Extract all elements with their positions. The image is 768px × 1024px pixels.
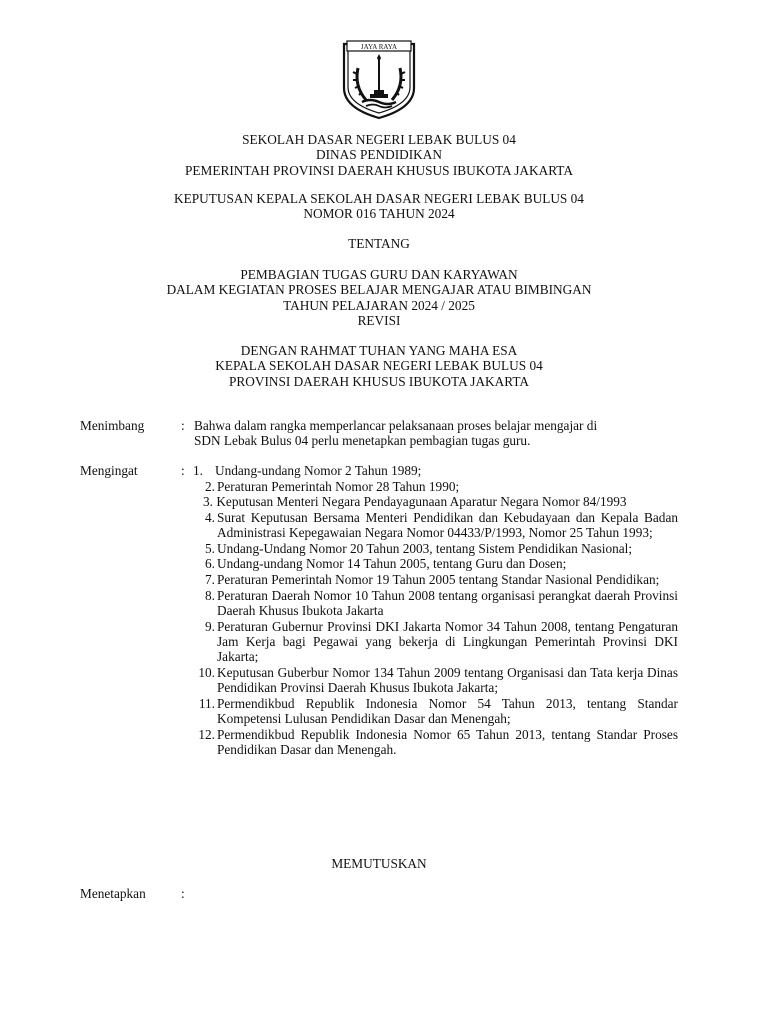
decree-number: NOMOR 016 TAHUN 2024 [303,206,455,222]
subject-line-1: PEMBAGIAN TUGAS GURU DAN KARYAWAN [240,267,518,282]
list-item-number: 10. [198,664,215,680]
decree-title-block [0,191,758,222]
list-item-number: 2. [205,478,215,494]
list-item-text: Peraturan Pemerintah Nomor 19 Tahun 2005 tentang Standar Nasional Pendidikan; [217,571,660,587]
list-item-number: 5. [205,540,215,556]
mengingat-colon: : [181,463,185,478]
list-item-text: Surat Keputusan Bersama Menteri Pendidikan dan Kebudayaan dan Kepala Badan Administrasi Kepegawaian Negara Nomor 04433/P/1993, Nomor 25 Tahun 1993; [217,509,678,541]
list-item-number: 9. [205,618,215,634]
list-item-number: 11. [198,695,215,711]
list-item [193,727,678,758]
list-item-text: Peraturan Gubernur Provinsi DKI Jakarta Nomor 34 Tahun 2008, tentang Pengaturan Jam Kerja bagi Pegawai yang bekerja di Lingkungan Pemerintah Provinsi DKI Jakarta; [217,618,678,665]
decree-subject-block [0,267,758,329]
menetapkan-colon: : [181,886,185,901]
list-item-text: Keputusan Guberbur Nomor 134 Tahun 2009 tentang Organisasi dan Tata kerja Dinas Pendidikan Provinsi Daerah Khusus Ibukota Jakarta; [217,664,678,696]
list-item-text: Undang-Undang Nomor 20 Tahun 2003, tentang Sistem Pendidikan Nasional; [217,540,633,556]
menimbang-text [194,418,678,449]
subject-line-3: TAHUN PELAJARAN 2024 / 2025 [283,297,475,313]
invocation-line-2: KEPALA SEKOLAH DASAR NEGERI LEBAK BULUS 04 [215,358,543,374]
list-item-number: 4. [205,509,215,525]
tentang-heading [0,236,758,251]
school-name: SEKOLAH DASAR NEGERI LEBAK BULUS 04 [242,132,516,147]
list-item [193,510,678,541]
menetapkan-label: Menetapkan [80,886,146,901]
menimbang-label: Menimbang [80,418,145,433]
list-item-text: Permendikbud Republik Indonesia Nomor 65 Tahun 2013, tentang Standar Proses Pendidikan Dasar dan Menengah. [217,726,678,758]
government-name: PEMERINTAH PROVINSI DAERAH KHUSUS IBUKOTA JAKARTA [185,162,573,178]
list-item [193,665,678,696]
list-item-number: 1. [193,463,203,478]
letterhead [0,132,758,178]
mengingat-label: Mengingat [80,463,138,478]
invocation-line-3: PROVINSI DAERAH KHUSUS IBUKOTA JAKARTA [229,373,529,389]
list-item-number: 8. [205,587,215,603]
tentang-text: TENTANG [348,236,410,251]
jaya-raya-seal-logo [338,38,420,120]
list-item [193,572,678,587]
invocation-block [0,343,758,389]
list-item-text: Keputusan Menteri Negara Pendayagunaan Aparatur Negara Nomor 84/1993 [216,494,627,510]
list-item [193,696,678,727]
list-item [193,494,678,509]
list-item-text: Undang-undang Nomor 2 Tahun 1989; [215,463,422,478]
list-item-text: Peraturan Daerah Nomor 10 Tahun 2008 tentang organisasi perangkat daerah Provinsi Daerah Khusus Ibukota Jakarta [217,587,678,618]
list-item-number: 7. [205,571,215,587]
agency-name: DINAS PENDIDIKAN [316,147,442,163]
list-item-number: 6. [205,556,215,572]
memutuskan-text: MEMUTUSKAN [331,856,427,871]
invocation-line-1: DENGAN RAHMAT TUHAN YANG MAHA ESA [240,343,518,358]
list-item [193,463,678,478]
list-item-text: Permendikbud Republik Indonesia Nomor 54 Tahun 2013, tentang Standar Kompetensi Lulusan Pendidikan Dasar dan Menengah; [217,695,678,727]
menimbang-line-1: Bahwa dalam rangka memperlancar pelaksanaan proses belajar mengajar di [194,418,598,433]
mengingat-list [193,463,678,758]
list-item-text: Undang-undang Nomor 14 Tahun 2005, tentang Guru dan Dosen; [217,556,567,572]
subject-line-4: REVISI [357,313,401,329]
list-item [193,556,678,571]
list-item [193,619,678,665]
svg-text:JAYA RAYA: JAYA RAYA [360,43,398,51]
list-item [193,588,678,619]
list-item-number: 12. [198,726,215,742]
menimbang-line-2: SDN Lebak Bulus 04 perlu menetapkan pembagian tugas guru. [194,433,531,449]
list-item [193,479,678,494]
decree-title: KEPUTUSAN KEPALA SEKOLAH DASAR NEGERI LEBAK BULUS 04 [174,191,584,206]
list-item [193,541,678,556]
memutuskan-heading [0,856,758,871]
subject-line-2: DALAM KEGIATAN PROSES BELAJAR MENGAJAR ATAU BIMBINGAN [166,282,592,298]
list-item-text: Peraturan Pemerintah Nomor 28 Tahun 1990; [217,478,460,494]
menimbang-colon: : [181,418,185,433]
list-item-number: 3. [203,494,213,510]
